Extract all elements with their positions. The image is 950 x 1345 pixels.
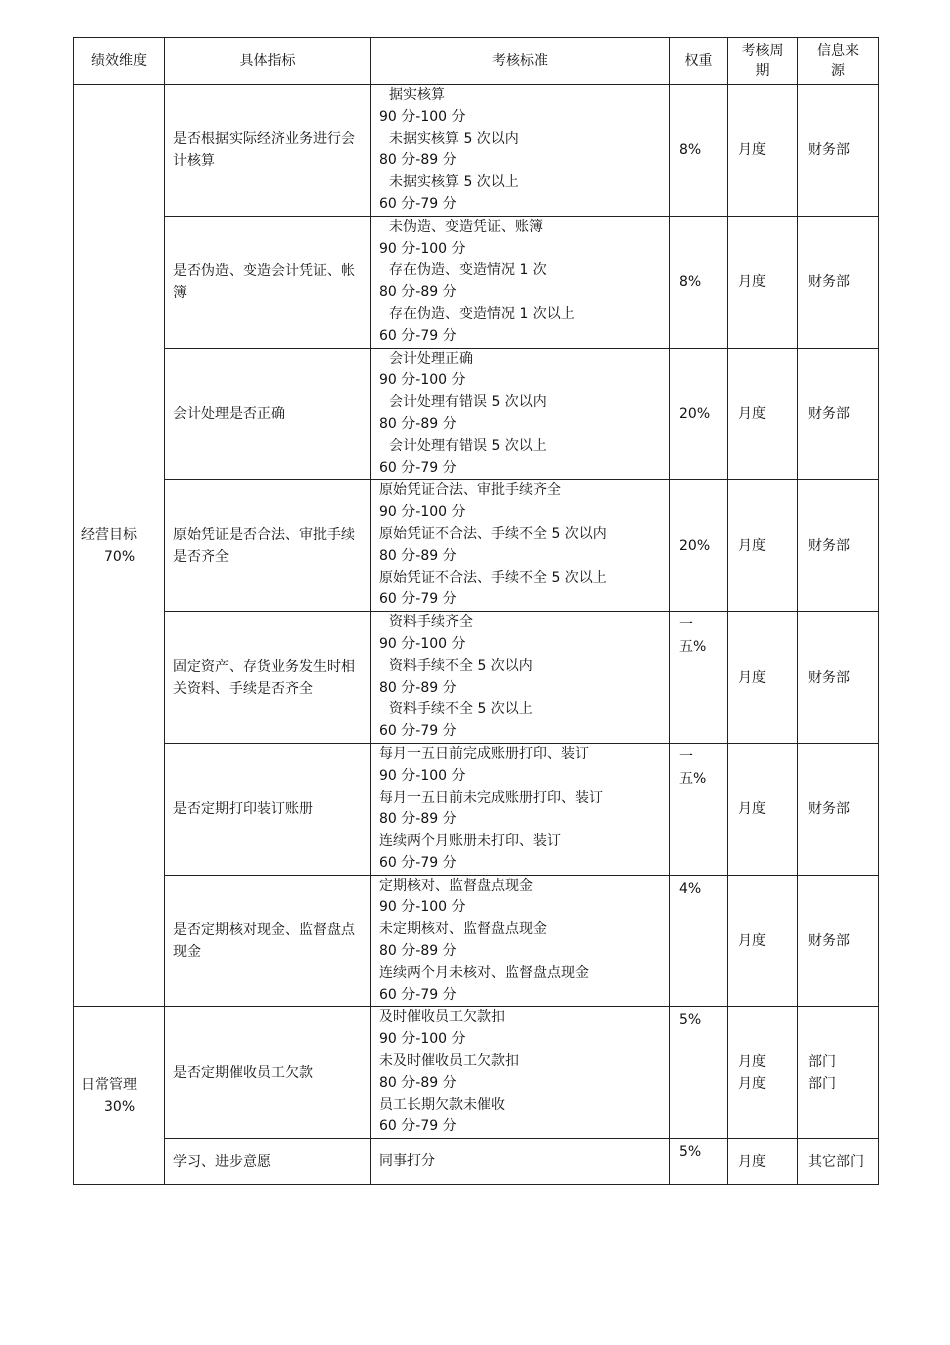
table-row <box>74 1007 879 1139</box>
standard-cell <box>371 85 670 217</box>
standard-line: 80 分-89 分 <box>379 1074 457 1091</box>
standard-line: 80 分-89 分 <box>379 284 457 301</box>
cycle-cell: 月度 <box>728 480 798 612</box>
table-row <box>74 480 879 612</box>
standard-cell <box>371 348 670 480</box>
dimension-percent: 30% <box>104 1098 136 1115</box>
cycle-cell: 月度 <box>728 1139 798 1185</box>
standard-line: 每月一五日前完成账册打印、装订 <box>379 745 589 762</box>
cycle-cell: 月度 <box>728 348 798 480</box>
indicator-cell: 是否定期打印装订账册 <box>165 743 371 875</box>
source-cell: 财务部 <box>798 743 879 875</box>
header-dimension: 绩效维度 <box>74 38 165 85</box>
header-standard: 考核标准 <box>371 38 670 85</box>
standard-line: 90 分-100 分 <box>379 240 466 257</box>
table-row <box>74 612 879 744</box>
indicator-cell: 是否根据实际经济业务进行会计核算 <box>165 85 371 217</box>
indicator-cell: 会计处理是否正确 <box>165 348 371 480</box>
weight-cell: 一五% <box>670 612 728 744</box>
standard-line: 未定期核对、监督盘点现金 <box>379 921 547 938</box>
cycle-cell <box>728 1007 798 1139</box>
standard-line: 员工长期欠款未催收 <box>379 1096 505 1113</box>
standard-line: 会计处理有错误 5 次以内 <box>389 394 547 411</box>
standard-line: 80 分-89 分 <box>379 811 457 828</box>
header-weight: 权重 <box>670 38 728 85</box>
cycle-cell: 月度 <box>728 216 798 348</box>
dimension-cell <box>74 1007 165 1185</box>
table-row <box>74 743 879 875</box>
cycle-cell: 月度 <box>728 743 798 875</box>
weight-cell: 20% <box>670 480 728 612</box>
standard-line: 资料手续不全 5 次以内 <box>389 657 533 674</box>
source-cell: 财务部 <box>798 348 879 480</box>
standard-line: 60 分-79 分 <box>379 1118 457 1135</box>
standard-line: 定期核对、监督盘点现金 <box>379 877 533 894</box>
standard-line: 据实核算 <box>389 87 445 103</box>
standard-line: 资料手续不全 5 次以上 <box>389 701 533 718</box>
standard-line: 存在伪造、变造情况 1 次 <box>389 262 547 279</box>
cycle-cell: 月度 <box>728 85 798 217</box>
dimension-name: 日常管理 <box>81 1076 137 1093</box>
standard-line: 90 分-100 分 <box>379 767 466 784</box>
weight-cell: 8% <box>670 85 728 217</box>
standard-line: 60 分-79 分 <box>379 327 457 344</box>
header-row <box>74 38 879 85</box>
standard-line: 80 分-89 分 <box>379 415 457 432</box>
standard-line: 90 分-100 分 <box>379 899 466 916</box>
standard-line: 存在伪造、变造情况 1 次以上 <box>389 305 575 322</box>
table-row <box>74 348 879 480</box>
standard-cell <box>371 1139 670 1185</box>
source-value: 部门 <box>808 1053 836 1070</box>
table-row <box>74 85 879 217</box>
standard-line: 未据实核算 5 次以内 <box>389 130 519 147</box>
weight-cell: 5% <box>670 1139 728 1185</box>
source-cell: 财务部 <box>798 612 879 744</box>
standard-cell <box>371 1007 670 1139</box>
cycle-cell: 月度 <box>728 875 798 1007</box>
standard-line: 原始凭证不合法、手续不全 5 次以内 <box>379 525 607 542</box>
weight-cell: 5% <box>670 1007 728 1139</box>
source-cell: 财务部 <box>798 875 879 1007</box>
weight-cell: 8% <box>670 216 728 348</box>
standard-line: 每月一五日前未完成账册打印、装订 <box>379 789 603 806</box>
cycle-value: 月度 <box>738 1053 766 1070</box>
table-row <box>74 1139 879 1185</box>
standard-line: 连续两个月账册未打印、装订 <box>379 833 561 850</box>
source-cell: 财务部 <box>798 85 879 217</box>
cycle-value: 月度 <box>738 1075 766 1092</box>
standard-line: 60 分-79 分 <box>379 195 457 212</box>
standard-line: 80 分-89 分 <box>379 679 457 696</box>
dimension-percent: 70% <box>104 548 136 565</box>
source-cell: 财务部 <box>798 480 879 612</box>
standard-line: 90 分-100 分 <box>379 504 466 521</box>
source-cell: 财务部 <box>798 216 879 348</box>
standard-line: 连续两个月未核对、监督盘点现金 <box>379 964 589 981</box>
standard-line: 资料手续齐全 <box>389 614 473 631</box>
weight-cell: 4% <box>670 875 728 1007</box>
source-value: 部门 <box>808 1075 836 1092</box>
standard-line: 60 分-79 分 <box>379 986 457 1003</box>
standard-line: 90 分-100 分 <box>379 372 466 389</box>
indicator-cell: 是否定期核对现金、监督盘点现金 <box>165 875 371 1007</box>
indicator-cell: 是否伪造、变造会计凭证、帐簿 <box>165 216 371 348</box>
standard-line: 80 分-89 分 <box>379 943 457 960</box>
dimension-cell <box>74 85 165 1007</box>
standard-line: 同事打分 <box>379 1152 435 1169</box>
standard-cell <box>371 875 670 1007</box>
standard-line: 会计处理有错误 5 次以上 <box>389 437 547 454</box>
source-cell <box>798 1007 879 1139</box>
standard-line: 60 分-79 分 <box>379 459 457 476</box>
indicator-cell: 原始凭证是否合法、审批手续是否齐全 <box>165 480 371 612</box>
standard-line: 会计处理正确 <box>389 350 473 367</box>
standard-line: 未伪造、变造凭证、账簿 <box>389 218 543 235</box>
standard-cell <box>371 612 670 744</box>
standard-cell <box>371 216 670 348</box>
header-source: 信息来源 <box>798 38 879 85</box>
cycle-cell: 月度 <box>728 612 798 744</box>
standard-line: 90 分-100 分 <box>379 1031 466 1048</box>
source-cell: 其它部门 <box>798 1139 879 1185</box>
indicator-cell: 学习、进步意愿 <box>165 1139 371 1185</box>
weight-cell: 一五% <box>670 743 728 875</box>
standard-line: 60 分-79 分 <box>379 723 457 740</box>
standard-line: 未及时催收员工欠款扣 <box>379 1053 519 1070</box>
standard-line: 90 分-100 分 <box>379 635 466 652</box>
standard-line: 未据实核算 5 次以上 <box>389 174 519 191</box>
standard-line: 原始凭证合法、审批手续齐全 <box>379 482 561 499</box>
header-indicator: 具体指标 <box>165 38 371 85</box>
standard-cell <box>371 480 670 612</box>
kpi-table <box>73 37 879 1185</box>
standard-line: 80 分-89 分 <box>379 152 457 169</box>
standard-cell <box>371 743 670 875</box>
standard-line: 90 分-100 分 <box>379 108 466 125</box>
table-row <box>74 216 879 348</box>
standard-line: 60 分-79 分 <box>379 591 457 608</box>
standard-line: 60 分-79 分 <box>379 854 457 871</box>
table-row <box>74 875 879 1007</box>
indicator-cell: 是否定期催收员工欠款 <box>165 1007 371 1139</box>
weight-cell: 20% <box>670 348 728 480</box>
header-cycle: 考核周期 <box>728 38 798 85</box>
indicator-cell: 固定资产、存货业务发生时相关资料、手续是否齐全 <box>165 612 371 744</box>
standard-line: 80 分-89 分 <box>379 547 457 564</box>
standard-line: 及时催收员工欠款扣 <box>379 1009 505 1026</box>
dimension-name: 经营目标 <box>81 526 137 543</box>
standard-line: 原始凭证不合法、手续不全 5 次以上 <box>379 569 607 586</box>
